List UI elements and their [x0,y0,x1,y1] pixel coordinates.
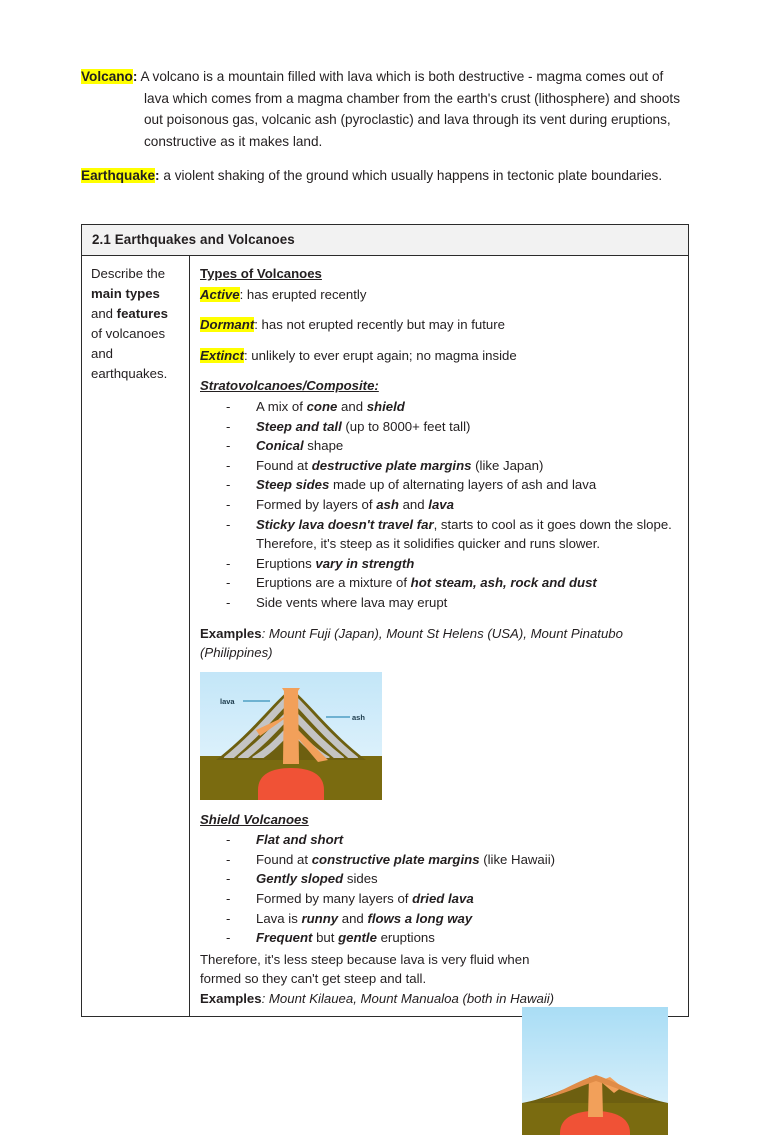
figure-label-ash: ash [352,712,365,722]
stratovolcano-bullet-item [226,456,678,476]
stratovolcano-examples [200,624,678,663]
text-run: ash [376,496,399,512]
text-run: eruptions [376,930,435,946]
shield-volcano-cross-section-diagram [522,1007,668,1135]
shield-volcano-closing-text: Therefore, it's less steep because lava is very fluid when formed so they can't get steep and tall. [200,951,530,987]
volcano-state-extinct [200,346,678,366]
state-description-extinct: : unlikely to ever erupt again; no magma inside [243,347,517,363]
definition-body-earthquake: a violent shaking of the ground which usually happens in tectonic plate boundaries. [163,168,663,183]
stratovolcano-bullet-list [200,397,678,613]
shield-volcano-block [200,810,678,1009]
objective-text [91,266,168,381]
table-body [82,256,688,1016]
types-of-volcanoes-heading: Types of Volcanoes [200,266,322,281]
state-label-extinct: Extinct [200,347,244,363]
text-run: flows a long way [367,910,473,926]
state-description-active: : has erupted recently [239,286,367,302]
stratovolcano-bullet-item [226,475,678,495]
text-run: and [91,306,117,321]
text-run: shield [366,398,405,414]
definition-colon-volcano: : [132,69,138,84]
text-run: runny [301,910,339,926]
table-cell-content [190,256,688,1016]
definition-term-earthquake: Earthquake [81,168,156,183]
shield-volcano-bullet-list [200,830,678,948]
definitions-section [81,66,691,200]
text-run: made up of alternating layers of ash and lava [329,477,597,493]
text-run: , starts to cool as it goes down the slope. Therefore, it's steep as it solidifies quicker and runs slower. [256,516,672,552]
text-run: sides [343,871,378,887]
text-run: dried lava [412,891,474,907]
text-run: Steep and tall [256,418,342,434]
text-run: but [312,930,339,946]
text-run: shape [303,438,344,454]
shield-volcano-bullet-item [226,869,678,889]
text-run: Flat and short [256,832,344,848]
definition-volcano [81,66,691,152]
table-cell-objective [82,256,190,1016]
state-label-active: Active [200,286,240,302]
shield-volcano-bullet-item [226,850,678,870]
shield-volcano-bullet-item [226,909,678,929]
definition-body-volcano: A volcano is a mountain filled with lava which is both destructive - magma comes out of lava which comes from a magma chamber from the earth's crust (lithosphere) and shoots out poisonous gas, volcanic ash (pyroclastic) and lava through its vent during eruptions, constructive as it makes land. [140,69,680,149]
figure-label-lava: lava [220,696,235,706]
text-run: and [398,496,429,512]
shield-volcano-bullet-item [226,928,678,948]
text-run: Eruptions are a mixture of [256,575,411,591]
text-run: hot steam, ash, rock and dust [410,575,597,591]
text-run: (like Hawaii) [479,851,556,867]
text-run: Found at [256,851,312,867]
text-run: constructive plate margins [311,851,480,867]
examples-text-stratovolcano: : Mount Fuji (Japan), Mount St Helens (USA), Mount Pinatubo (Philippines) [200,625,623,661]
shield-volcano-bullet-item [226,830,678,850]
text-run: Sticky lava doesn't travel far [256,516,434,532]
stratovolcano-bullet-item [226,554,678,574]
table-header-title: 2.1 Earthquakes and Volcanoes [82,225,688,256]
stratovolcano-bullet-item [226,593,678,613]
text-run: Steep sides [256,477,330,493]
text-run: (up to 8000+ feet tall) [341,418,471,434]
text-run: (like Japan) [471,457,544,473]
text-run: Gently sloped [256,871,344,887]
shield-volcano-heading: Shield Volcanoes [200,811,309,827]
definition-term-volcano: Volcano [81,69,133,84]
text-run: and [337,398,367,414]
text-run: Formed by layers of [256,496,377,512]
volcano-state-active [200,285,678,305]
examples-label-shield: Examples [200,991,262,1007]
stratovolcano-bullet-item [226,515,678,554]
text-run: cone [306,398,338,414]
text-run: Describe the [91,266,166,281]
stratovolcano-cross-section-diagram [200,672,382,800]
stratovolcano-bullet-item [226,417,678,437]
text-run: destructive plate margins [311,457,472,473]
stratovolcano-heading: Stratovolcanoes/Composite: [200,378,379,394]
shield-volcano-bullet-item [226,889,678,909]
stratovolcano-bullet-item [226,397,678,417]
text-run: features [116,306,168,321]
definition-colon-earthquake: : [155,168,160,183]
text-run: gentle [338,930,377,946]
text-run: Conical [256,438,304,454]
text-run: Formed by many layers of [256,891,413,907]
state-label-dormant: Dormant [200,317,255,333]
shield-volcano-examples [200,989,678,1009]
text-run: vary in strength [315,555,415,571]
stratovolcano-bullet-item [226,573,678,593]
content-table [81,224,689,1017]
examples-label-stratovolcano: Examples [200,625,262,641]
stratovolcano-bullet-item [226,436,678,456]
text-run: Side vents where lava may erupt [256,594,448,610]
state-description-dormant: : has not erupted recently but may in future [254,317,505,333]
text-run: Lava is [256,910,302,926]
definition-earthquake [81,165,691,187]
text-run: and [338,910,368,926]
text-run: main types [91,286,160,301]
text-run: of volcanoes and earthquakes. [91,326,168,381]
text-run: Found at [256,457,312,473]
volcano-state-dormant [200,315,678,335]
stratovolcano-bullet-item [226,495,678,515]
text-run: Frequent [256,930,313,946]
text-run: A mix of [256,398,307,414]
examples-text-shield: : Mount Kilauea, Mount Manualoa (both in Hawaii) [261,991,555,1007]
text-run: Eruptions [256,555,316,571]
text-run: lava [428,496,454,512]
